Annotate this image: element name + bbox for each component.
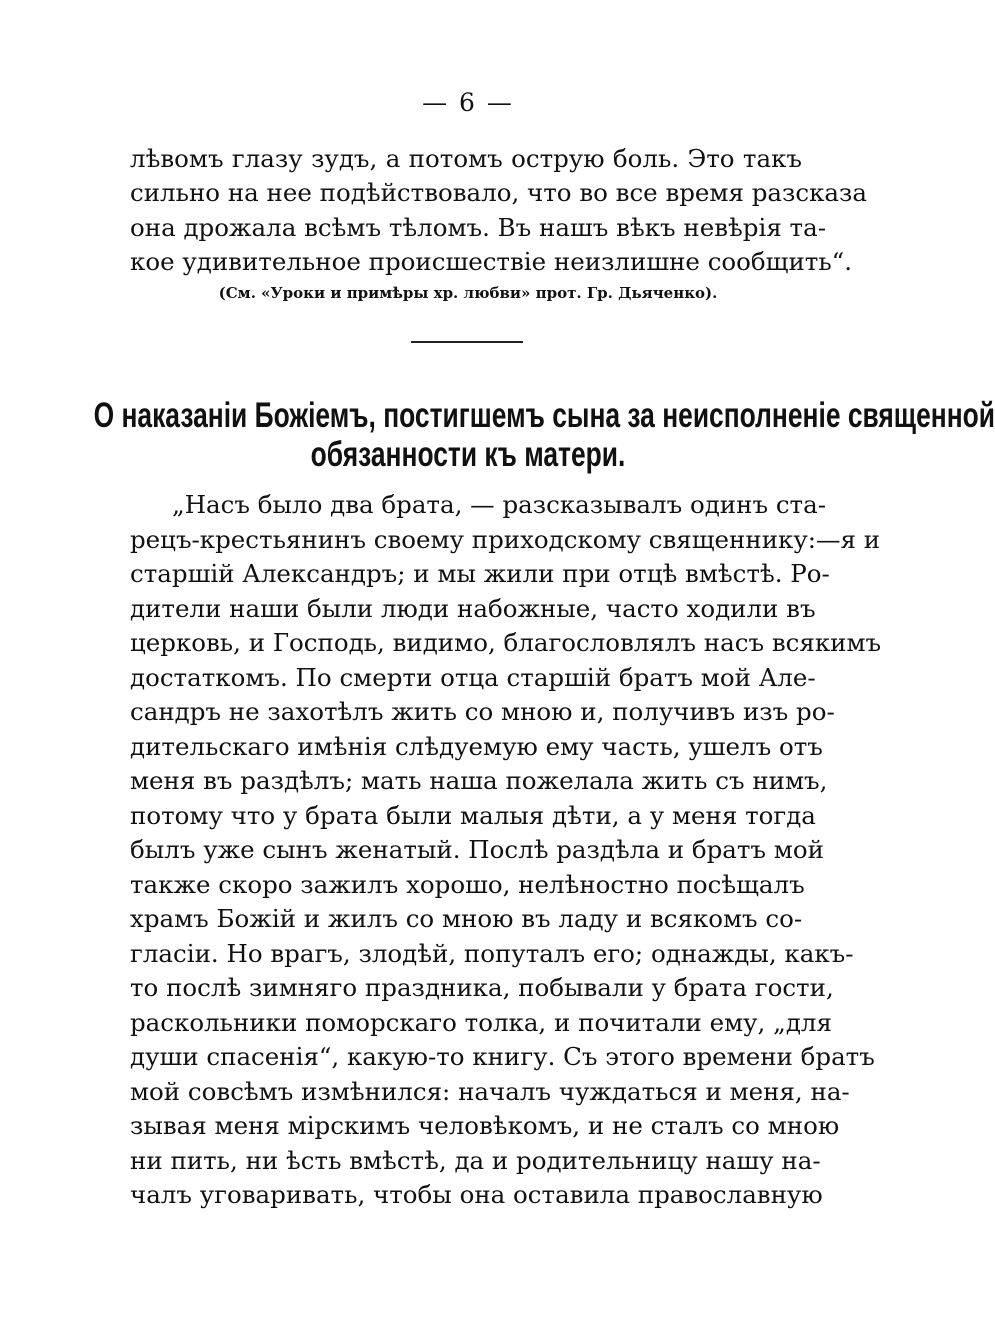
body-line: „Насъ было два брата, — разсказывалъ одинъ ста- [172, 490, 826, 519]
body-line: дители наши были люди набожные, часто ходили въ [130, 594, 816, 623]
body-line: храмъ Божій и жилъ со мною въ ладу и всякомъ со- [130, 904, 803, 933]
intro-line: сильно на нее подѣйствовало, что во все время разсказа [130, 178, 867, 207]
body-line: также скоро зажилъ хорошо, нелѣностно посѣщалъ [130, 870, 805, 899]
body-line: раскольники поморскаго толка, и почитали ему, „для [130, 1008, 832, 1037]
page-number: — 6 — [422, 88, 514, 117]
body-line: церковь, и Господь, видимо, благословлялъ насъ всякимъ [130, 628, 882, 657]
section-divider [411, 341, 523, 343]
body-line: сандръ не захотѣлъ жить со мною и, получивъ изъ ро- [130, 697, 835, 726]
body-line: рецъ-крестьянинъ своему приходскому священнику:—я и [130, 525, 881, 554]
body-line: гласіи. Но врагъ, злодѣй, попуталъ его; однажды, какъ- [130, 939, 854, 968]
intro-line: кое удивительное происшествіе неизлишне сообщить“. [130, 247, 852, 276]
section-heading-line-1: О наказаніи Божіемъ, постигшемъ сына за неисполненіе священной [93, 394, 995, 435]
body-line: достаткомъ. По смерти отца старшій братъ мой Але- [130, 663, 816, 692]
intro-line: лѣвомъ глазу зудъ, а потомъ острую боль. Это такъ [130, 144, 802, 173]
body-line: зывая меня мірскимъ человѣкомъ, и не сталъ со мною [130, 1111, 840, 1140]
body-line: меня въ раздѣлъ; мать наша пожелала жить съ нимъ, [130, 766, 828, 795]
body-line: былъ уже сынъ женатый. Послѣ раздѣла и братъ мой [130, 835, 824, 864]
body-line: ни пить, ни ѣсть вмѣстѣ, да и родительницу нашу на- [130, 1146, 821, 1175]
body-line: старшій Александръ; и мы жили при отцѣ вмѣстѣ. Ро- [130, 559, 830, 588]
body-line: чалъ уговаривать, чтобы она оставила православную [130, 1180, 823, 1209]
body-line: то послѣ зимняго праздника, побывали у брата гости, [130, 973, 834, 1002]
section-heading-line-2: обязанности къ матери. [310, 433, 626, 474]
body-line: потому что у брата были малыя дѣти, а у меня тогда [130, 801, 816, 830]
body-line: мой совсѣмъ измѣнился: началъ чуждаться и меня, на- [130, 1077, 850, 1106]
citation: (См. «Уроки и примѣры хр. любви» прот. Гр. Дьяченко). [218, 284, 718, 302]
body-line: дительскаго имѣнія слѣдуемую ему часть, ушелъ отъ [130, 732, 823, 761]
intro-line: она дрожала всѣмъ тѣломъ. Въ нашъ вѣкъ невѣрія та- [130, 213, 827, 242]
body-line: души спасенія“, какую-то книгу. Съ этого времени братъ [130, 1042, 875, 1071]
